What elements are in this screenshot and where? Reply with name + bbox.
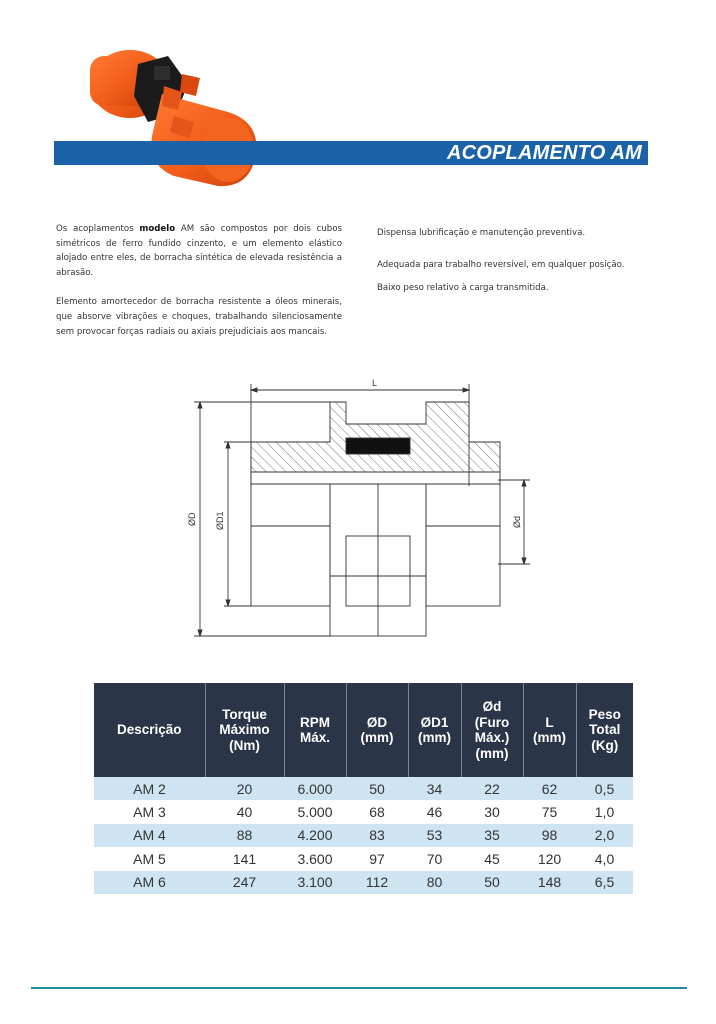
coupling-product-image — [78, 26, 268, 196]
header-L: L (mm) — [523, 683, 576, 777]
header-rpm: RPM Máx. — [284, 683, 346, 777]
header-D: ØD (mm) — [346, 683, 408, 777]
table-header-row — [94, 683, 633, 777]
table-row: AM 6 247 3.100 112 80 50 148 6,5 — [94, 871, 633, 894]
table-row: AM 2 20 6.000 50 34 22 62 0,5 — [94, 777, 633, 800]
page-title: ACOPLAMENTO AM — [446, 142, 642, 164]
header-peso: Peso Total (Kg) — [576, 683, 633, 777]
dimension-D-label: ØD — [187, 512, 197, 526]
footer-divider — [31, 987, 687, 989]
specifications-table — [94, 683, 633, 894]
dimension-L-label: L — [372, 378, 378, 388]
table-row: AM 4 88 4.200 83 53 35 98 2,0 — [94, 824, 633, 847]
header-d: Ød (Furo Máx.) (mm) — [461, 683, 523, 777]
description-right — [377, 226, 643, 296]
technical-drawing — [180, 376, 540, 658]
title-banner — [54, 141, 648, 165]
intro-paragraph-1: Os acoplamentos modelo AM são compostos por dois cubos simétricos de ferro fundido cinzento, e um elemento elástico alojado entre eles, de borracha sintética de elevada resistência a abrasão. — [56, 224, 342, 278]
feature-lubrication: Dispensa lubrificação e manutenção preventiva. — [377, 228, 586, 238]
feature-weight: Baixo peso relativo à carga transmitida. — [377, 283, 549, 294]
header-D1: ØD1 (mm) — [408, 683, 461, 777]
dimension-d-label: Ød — [512, 515, 522, 528]
feature-reversible: Adequada para trabalho reversível, em qualquer posição. — [377, 259, 625, 270]
description-left — [56, 222, 342, 339]
table-row: AM 5 141 3.600 97 70 45 120 4,0 — [94, 847, 633, 870]
table-row: AM 3 40 5.000 68 46 30 75 1,0 — [94, 800, 633, 823]
header-descricao: Descrição — [94, 683, 205, 777]
intro-paragraph-2: Elemento amortecedor de borracha resistente a óleos minerais, que absorve vibrações e choques, trabalhando silenciosamente sem provocar forças radiais ou axiais prejudiciais aos mancais. — [56, 297, 342, 337]
header-torque: Torque Máximo (Nm) — [205, 683, 284, 777]
dimension-D1-label: ØD1 — [215, 511, 225, 530]
